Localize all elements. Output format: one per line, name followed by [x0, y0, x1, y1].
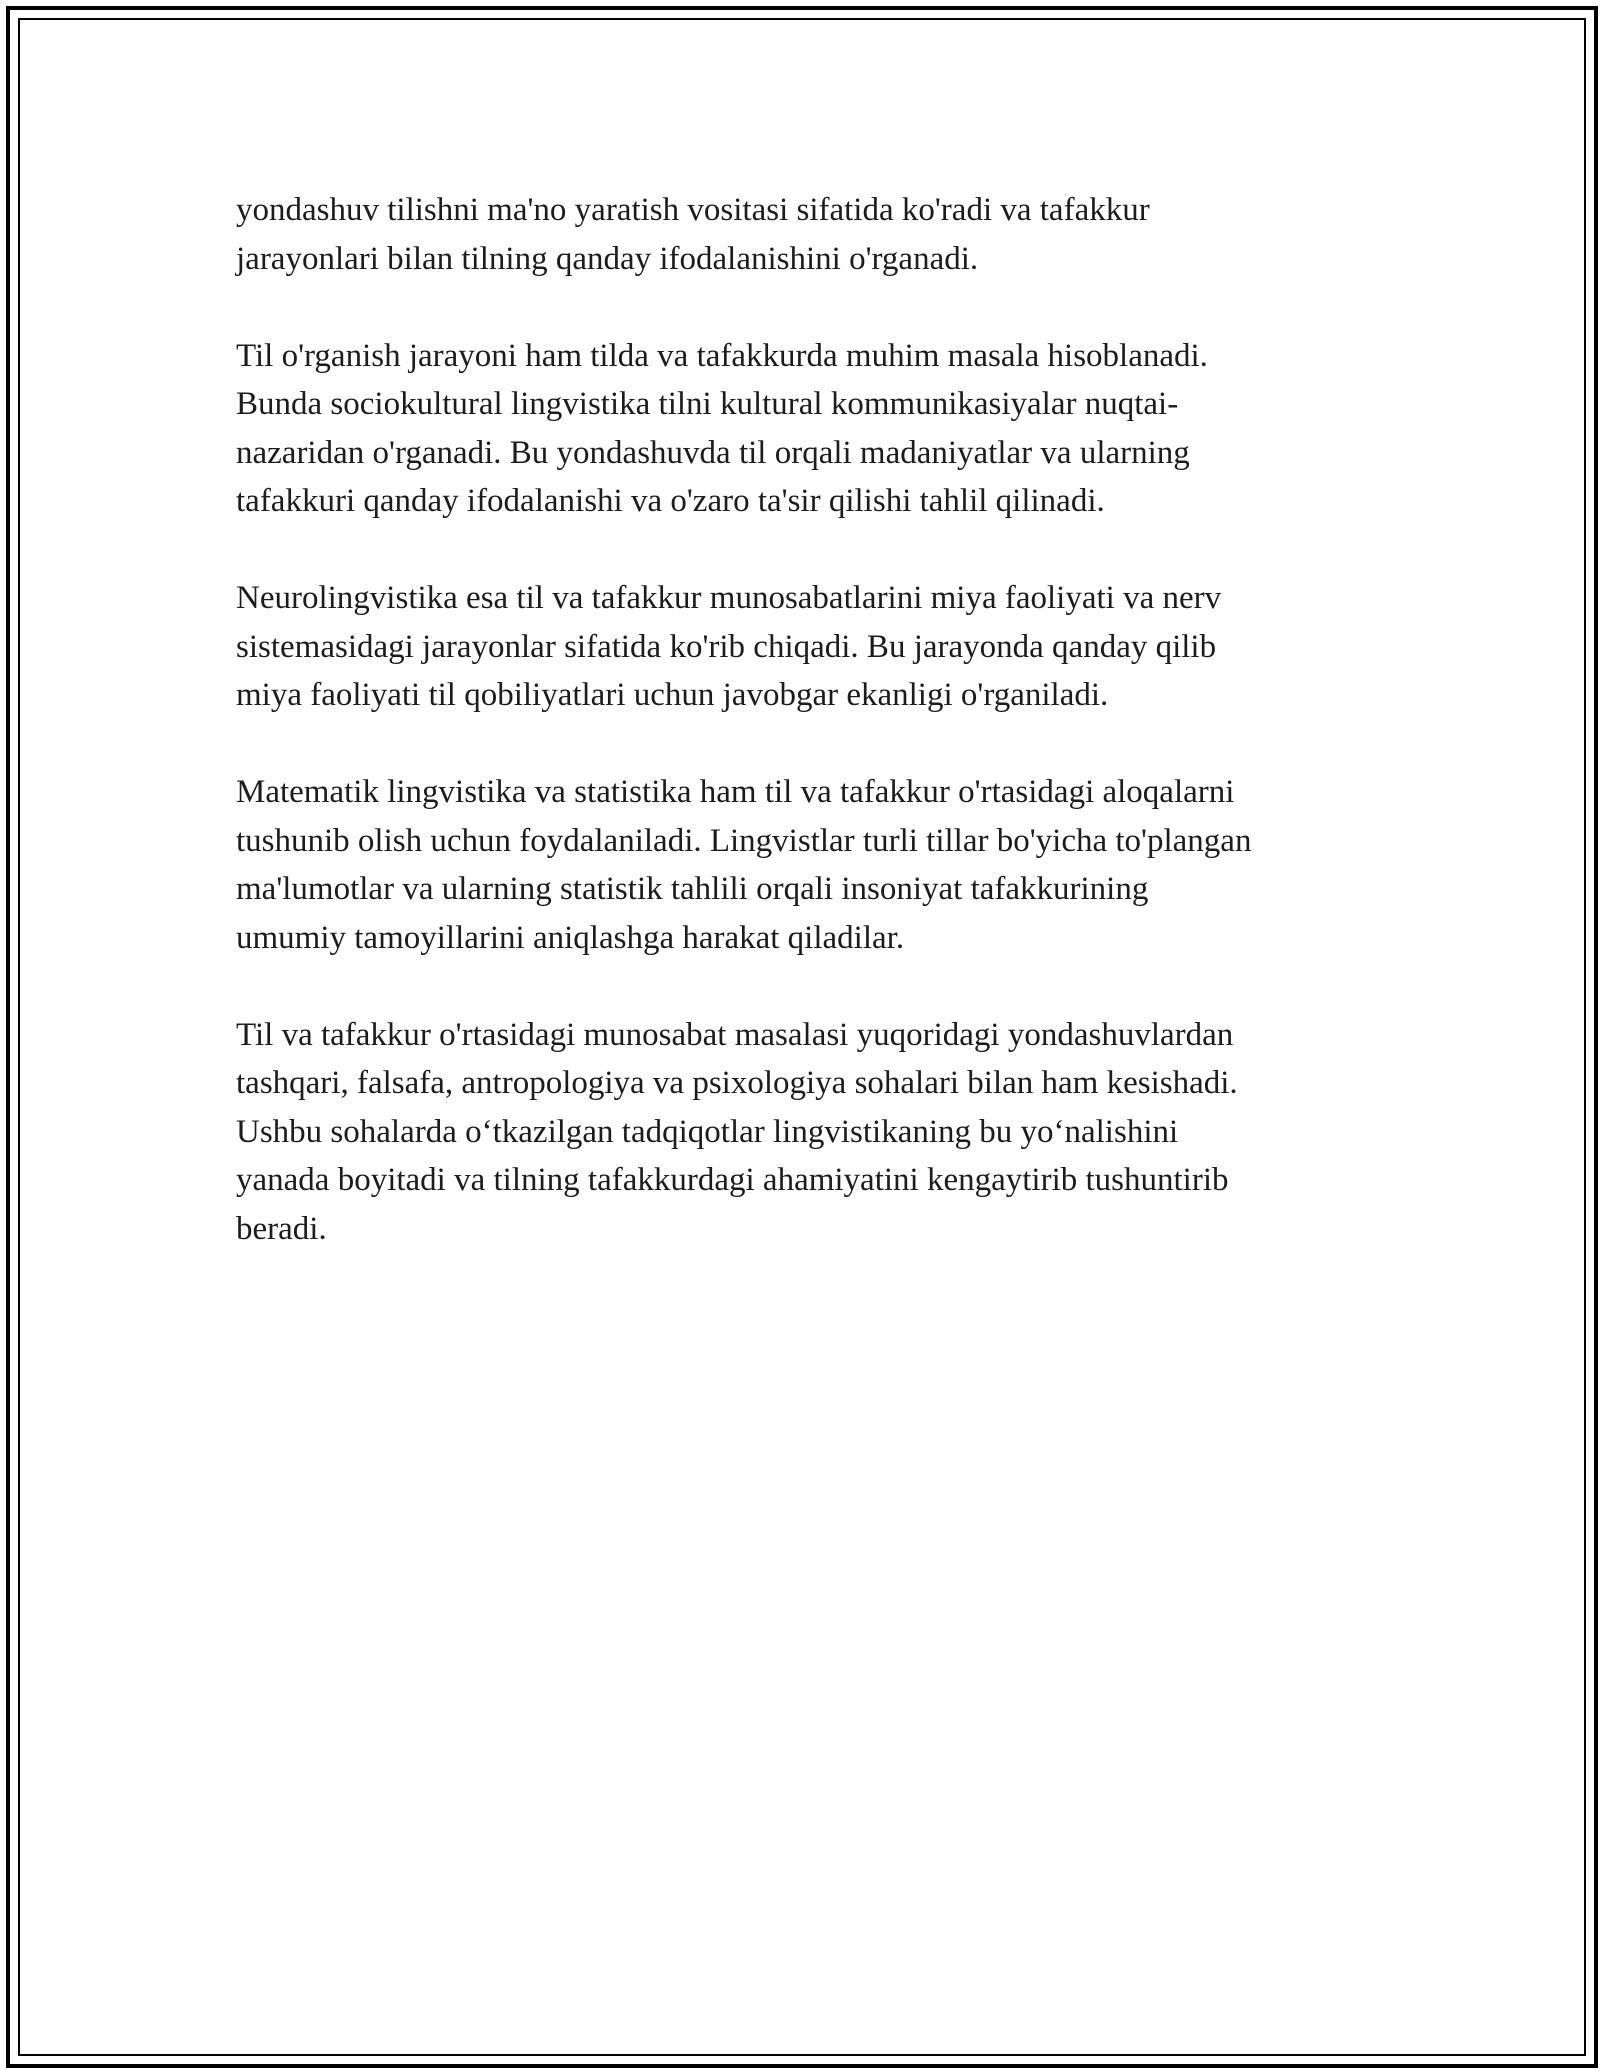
paragraph-2: [236, 332, 1396, 526]
paragraph-4: [236, 768, 1396, 962]
text-line: tafakkuri qanday ifodalanishi va o'zaro ta'sir qilishi tahlil qilinadi.: [236, 483, 1105, 519]
text-line: umumiy tamoyillarini aniqlashga harakat qiladilar.: [236, 919, 905, 956]
text-line: Til va tafakkur o'rtasidagi munosabat masalasi yuqoridagi yondashuvlardan: [236, 1016, 1234, 1053]
text-line: nazaridan o'rganadi. Bu yondashuvda til orqali madaniyatlar va ularning: [236, 434, 1190, 471]
text-line: ma'lumotlar va ularning statistik tahlili orqali insoniyat tafakkurining: [236, 871, 1149, 907]
text-line: tashqari, falsafa, antropologiya va psixologiya sohalari bilan ham kesishadi.: [236, 1065, 1238, 1101]
text-line: Til o'rganish jarayoni ham tilda va tafakkurda muhim masala hisoblanadi.: [236, 337, 1208, 374]
text-line: Bunda sociokultural lingvistika tilni kultural kommunikasiyalar nuqtai-: [236, 386, 1179, 422]
text-line: sistemasidagi jarayonlar sifatida ko'rib chiqadi. Bu jarayonda qanday qilib: [236, 628, 1217, 665]
text-line: Matematik lingvistika va statistika ham til va tafakkur o'rtasidagi aloqalarni: [236, 774, 1235, 810]
text-line: tushunib olish uchun foydalaniladi. Lingvistlar turli tillar bo'yicha to'plangan: [236, 822, 1252, 859]
text-line: miya faoliyati til qobiliyatlari uchun javobgar ekanligi o'rganiladi.: [236, 677, 1109, 713]
paragraph-1: [236, 186, 1396, 283]
text-line: yanada boyitadi va tilning tafakkurdagi ahamiyatini kengaytirib tushuntirib: [236, 1162, 1229, 1198]
paragraph-3: [236, 574, 1396, 720]
text-line: yondashuv tilishni ma'no yaratish vositasi sifatida ko'radi va tafakkur: [236, 192, 1150, 228]
text-line: jarayonlari bilan tilning qanday ifodalanishini o'rganadi.: [236, 240, 979, 277]
text-line: Ushbu sohalarda o‘tkazilgan tadqiqotlar lingvistikaning bu yo‘nalishini: [236, 1113, 1179, 1150]
document-body: [236, 186, 1396, 1302]
text-line: Neurolingvistika esa til va tafakkur munosabatlarini miya faoliyati va nerv: [236, 580, 1222, 616]
text-line: beradi.: [236, 1210, 327, 1247]
paragraph-5: [236, 1011, 1396, 1254]
